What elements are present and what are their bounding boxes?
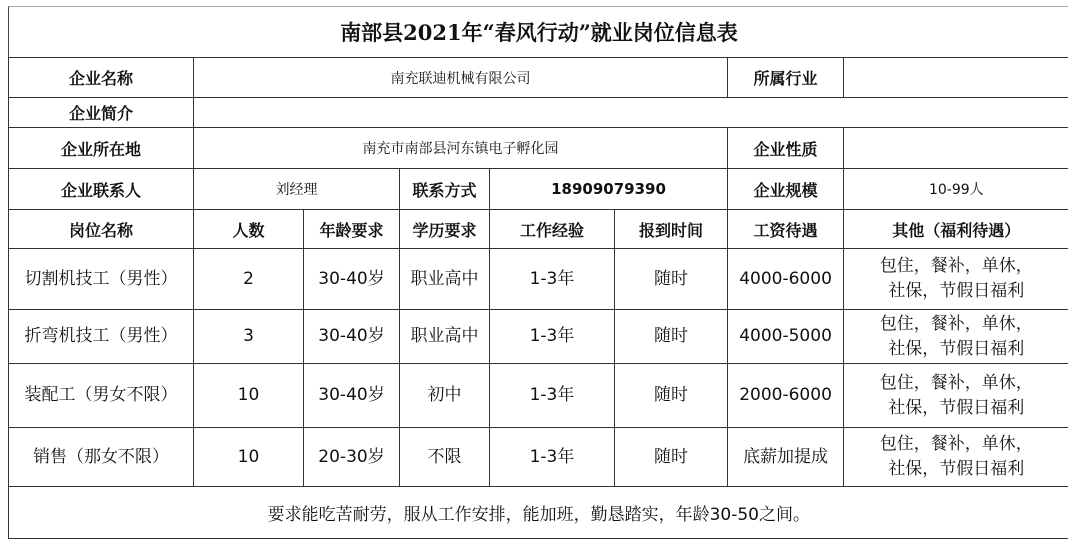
job-experience: 1-3年 bbox=[490, 428, 615, 487]
company-contact-row bbox=[9, 169, 1068, 210]
job-salary: 4000-6000 bbox=[728, 249, 844, 310]
phone-value: 18909079390 bbox=[490, 169, 728, 210]
phone-label: 联系方式 bbox=[400, 169, 490, 210]
job-age: 30-40岁 bbox=[304, 310, 400, 364]
job-report-time: 随时 bbox=[615, 428, 728, 487]
job-position: 销售（那女不限） bbox=[9, 428, 194, 487]
company-scale-label: 企业规模 bbox=[728, 169, 844, 210]
job-salary: 2000-6000 bbox=[728, 364, 844, 428]
contact-person-value: 刘经理 bbox=[194, 169, 400, 210]
jobs-header-row bbox=[9, 210, 1068, 249]
header-report-time: 报到时间 bbox=[615, 210, 728, 249]
company-location-value: 南充市南部县河东镇电子孵化园 bbox=[194, 128, 728, 169]
job-count: 10 bbox=[194, 428, 304, 487]
job-count: 3 bbox=[194, 310, 304, 364]
job-count: 2 bbox=[194, 249, 304, 310]
header-experience: 工作经验 bbox=[490, 210, 615, 249]
job-education: 初中 bbox=[400, 364, 490, 428]
job-benefits: 包住，餐补，单休， 社保，节假日福利 bbox=[844, 364, 1068, 428]
job-experience: 1-3年 bbox=[490, 310, 615, 364]
company-intro-value bbox=[194, 98, 1068, 128]
header-count: 人数 bbox=[194, 210, 304, 249]
industry-label: 所属行业 bbox=[728, 58, 844, 98]
company-location-row bbox=[9, 128, 1068, 169]
job-report-time: 随时 bbox=[615, 364, 728, 428]
job-age: 30-40岁 bbox=[304, 364, 400, 428]
job-row bbox=[9, 310, 1068, 364]
job-position: 装配工（男女不限） bbox=[9, 364, 194, 428]
job-experience: 1-3年 bbox=[490, 249, 615, 310]
job-education: 职业高中 bbox=[400, 249, 490, 310]
job-report-time: 随时 bbox=[615, 249, 728, 310]
job-row bbox=[9, 249, 1068, 310]
job-experience: 1-3年 bbox=[490, 364, 615, 428]
job-report-time: 随时 bbox=[615, 310, 728, 364]
job-position: 切割机技工（男性） bbox=[9, 249, 194, 310]
company-scale-value: 10-99人 bbox=[844, 169, 1068, 210]
info-table bbox=[8, 57, 1068, 539]
contact-person-label: 企业联系人 bbox=[9, 169, 194, 210]
job-benefits: 包住，餐补，单休， 社保，节假日福利 bbox=[844, 310, 1068, 364]
header-age: 年龄要求 bbox=[304, 210, 400, 249]
job-education: 职业高中 bbox=[400, 310, 490, 364]
note-row bbox=[9, 487, 1068, 539]
company-name-value: 南充联迪机械有限公司 bbox=[194, 58, 728, 98]
requirements-note: 要求能吃苦耐劳，服从工作安排，能加班，勤恳踏实，年龄30-50之间。 bbox=[9, 487, 1068, 539]
job-row bbox=[9, 364, 1068, 428]
company-name-row bbox=[9, 58, 1068, 98]
header-education: 学历要求 bbox=[400, 210, 490, 249]
job-salary: 底薪加提成 bbox=[728, 428, 844, 487]
company-intro-row bbox=[9, 98, 1068, 128]
job-age: 20-30岁 bbox=[304, 428, 400, 487]
company-name-label: 企业名称 bbox=[9, 58, 194, 98]
job-count: 10 bbox=[194, 364, 304, 428]
header-salary: 工资待遇 bbox=[728, 210, 844, 249]
company-nature-label: 企业性质 bbox=[728, 128, 844, 169]
header-benefits: 其他（福利待遇） bbox=[844, 210, 1068, 249]
job-benefits: 包住，餐补，单休， 社保，节假日福利 bbox=[844, 428, 1068, 487]
company-location-label: 企业所在地 bbox=[9, 128, 194, 169]
job-position: 折弯机技工（男性） bbox=[9, 310, 194, 364]
job-benefits: 包住，餐补，单休， 社保，节假日福利 bbox=[844, 249, 1068, 310]
job-row bbox=[9, 428, 1068, 487]
header-position: 岗位名称 bbox=[9, 210, 194, 249]
industry-value bbox=[844, 58, 1068, 98]
job-salary: 4000-5000 bbox=[728, 310, 844, 364]
sheet-title: 南部县2021年“春风行动”就业岗位信息表 bbox=[8, 6, 1068, 57]
company-nature-value bbox=[844, 128, 1068, 169]
company-intro-label: 企业简介 bbox=[9, 98, 194, 128]
job-education: 不限 bbox=[400, 428, 490, 487]
job-age: 30-40岁 bbox=[304, 249, 400, 310]
